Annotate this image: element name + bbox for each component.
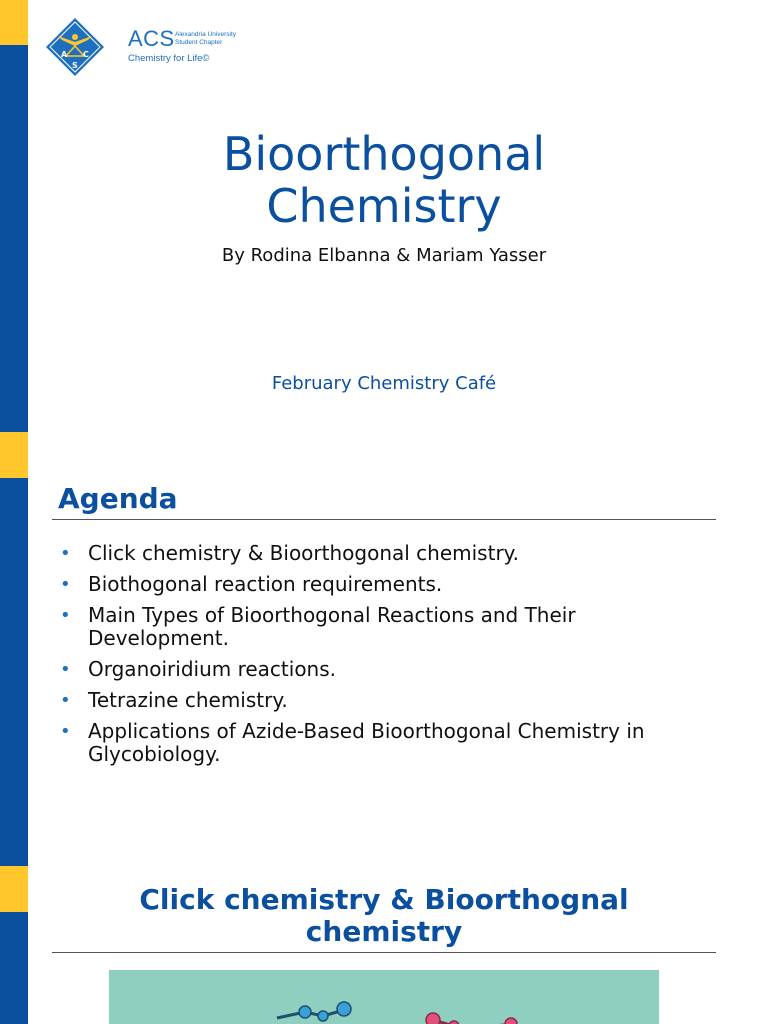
presentation-title <box>28 128 740 232</box>
agenda-slide <box>28 466 768 866</box>
acs-logo-text: ACS <box>128 26 175 51</box>
left-sidebar-bar <box>0 0 28 1024</box>
agenda-item: • Biothogonal reaction requirements. <box>60 573 700 596</box>
sidebar-yellow-band <box>0 432 28 478</box>
agenda-heading: Agenda <box>58 482 178 515</box>
sidebar-yellow-band <box>0 866 28 912</box>
agenda-list <box>60 542 700 774</box>
author-byline: By Rodina Elbanna & Mariam Yasser <box>221 245 547 266</box>
agenda-item: • Main Types of Bioorthogonal Reactions and Their Development. <box>60 604 700 650</box>
title-line-1: Bioorthogonal <box>222 127 546 181</box>
sidebar-yellow-band <box>0 0 28 45</box>
svg-text:S: S <box>72 61 78 70</box>
molecule-illustration <box>109 970 659 1024</box>
acs-diamond-emblem-icon <box>44 16 106 78</box>
acs-logo <box>44 16 264 82</box>
chapter-label <box>175 31 236 46</box>
event-name: February Chemistry Café <box>271 373 497 394</box>
slide-heading <box>28 884 740 948</box>
title-slide <box>28 0 768 432</box>
heading-divider <box>52 519 716 520</box>
svg-text:C: C <box>83 50 89 59</box>
heading-line-2: chemistry <box>305 915 463 948</box>
molecule-structure-icon <box>109 970 659 1024</box>
click-chemistry-slide <box>28 866 768 1024</box>
agenda-item: • Organoiridium reactions. <box>60 658 700 681</box>
agenda-item: • Click chemistry & Bioorthogonal chemistry. <box>60 542 700 565</box>
heading-divider <box>52 952 716 953</box>
agenda-item: • Applications of Azide-Based Bioorthogonal Chemistry in Glycobiology. <box>60 720 700 766</box>
logo-tagline: Chemistry for Life© <box>128 53 210 64</box>
heading-line-1: Click chemistry & Bioorthognal <box>139 883 629 916</box>
title-line-2: Chemistry <box>266 179 502 233</box>
chapter-line-1: Alexandria University <box>175 31 237 38</box>
agenda-item: • Tetrazine chemistry. <box>60 689 700 712</box>
svg-text:A: A <box>61 50 68 59</box>
chapter-line-2: Student Chapter <box>175 38 223 46</box>
